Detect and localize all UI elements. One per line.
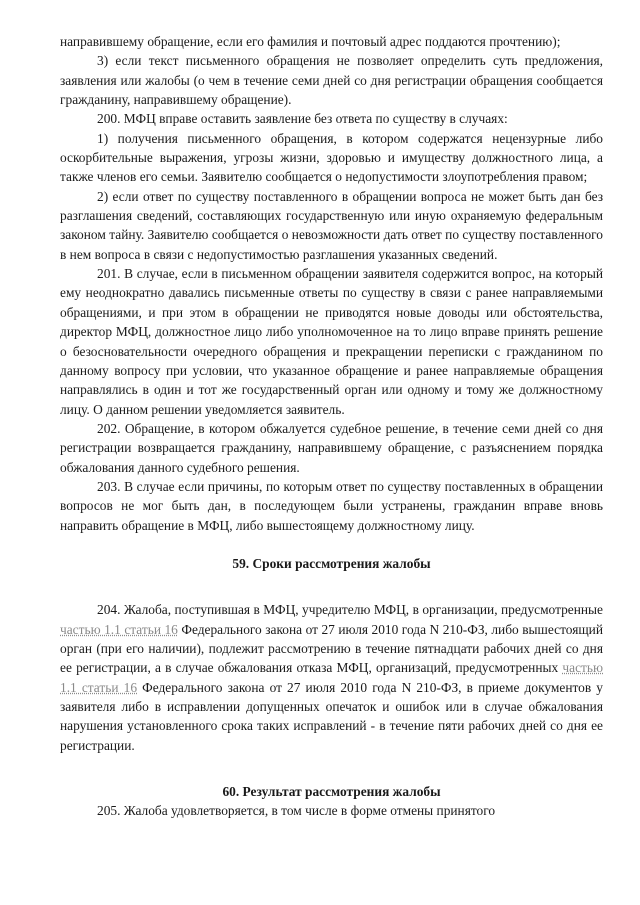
- section-heading-59: 59. Сроки рассмотрения жалобы: [232, 555, 431, 571]
- paragraph-continuation: направившему обращение, если его фамилия и почтовый адрес поддаются прочтению);: [60, 34, 561, 49]
- paragraph-200-item-2: 2) если ответ по существу поставленного в обращении вопроса не может быть дан без разглашения сведений, составляющих государственную или иную охраняемую федеральным законом тайну. Заявителю сообщается о невозможности дать ответ по существу поставленного в нем вопроса в связи с недопустимостью разглашения указанных сведений.: [60, 188, 603, 262]
- paragraph-204-text-a: 204. Жалоба, поступившая в МФЦ, учредителю МФЦ, в организации, предусмотренные: [97, 602, 603, 618]
- paragraph-201: 201. В случае, если в письменном обращении заявителя содержится вопрос, на который ему неоднократно давались письменные ответы по существу в связи с ранее направляемыми обращениями, и при этом в обращении не приводятся новые доводы или обстоятельства, директор МФЦ, должностное лицо либо уполномоченное на то лицо вправе принять решение о безосновательности очередного обращения и прекращении переписки с гражданином по данному вопросу при условии, что указанное обращение и ранее направляемые обращения направлялись в один и тот же государственный орган или одному и тому же должностному лицу. О данном решении уведомляется заявитель.: [60, 266, 603, 417]
- paragraph-205: 205. Жалоба удовлетворяется, в том числе в форме отмены принятого: [97, 803, 496, 819]
- spacer: [60, 535, 603, 554]
- paragraph-203: 203. В случае если причины, по которым ответ по существу поставленных в обращении вопросов не мог быть дан, в последующем были устранены, гражданин вправе вновь направить обращение в МФЦ, либо вышестоящему должностному лицу.: [60, 478, 603, 533]
- section-heading-60: 60. Результат рассмотрения жалобы: [222, 784, 441, 800]
- law-reference-link[interactable]: частью 1.1 статьи 16: [60, 621, 178, 637]
- paragraph-202: 202. Обращение, в котором обжалуется судебное решение, в течение семи дней со дня регистрации возвращается гражданину, направившему обращение, с разъяснением порядка обжалования данного судебного решения.: [60, 420, 603, 475]
- paragraph-204-text-b: Федерального закона от 27 июля 2010 года N 210-ФЗ, либо вышестоящий орган (при его наличии), подлежит рассмотрению в течение пятнадцати рабочих дней со дня ее регистрации, а в случае обжалования отказа МФЦ, организаций, предусмотренных: [60, 621, 603, 676]
- paragraph-200: 200. МФЦ вправе оставить заявление без ответа по существу в случаях:: [97, 111, 508, 127]
- paragraph-204-text-c: Федерального закона от 27 июля 2010 года N 210-ФЗ, в приеме документов у заявителя либо в исправлении допущенных опечаток и ошибок или в случае обжалования нарушения установленного срока таких исправлений - в течение пяти рабочих дней со дня ее регистрации.: [60, 679, 603, 753]
- paragraph-200-item-1: 1) получения письменного обращения, в котором содержатся нецензурные либо оскорбительные выражения, угрозы жизни, здоровью и имуществу должностного лица, а также членов его семьи. Заявителю сообщается о недопустимости злоупотребления правом;: [60, 130, 603, 185]
- document-page: [60, 32, 603, 821]
- spacer: [60, 573, 603, 600]
- spacer: [60, 755, 603, 782]
- paragraph-204: [60, 600, 603, 755]
- paragraph-3: 3) если текст письменного обращения не позволяет определить суть предложения, заявления или жалобы (о чем в течение семи дней со дня регистрации обращения сообщается гражданину, направившему обращение).: [60, 53, 603, 108]
- law-reference-link[interactable]: частью 1.1 статьи 16: [60, 660, 603, 695]
